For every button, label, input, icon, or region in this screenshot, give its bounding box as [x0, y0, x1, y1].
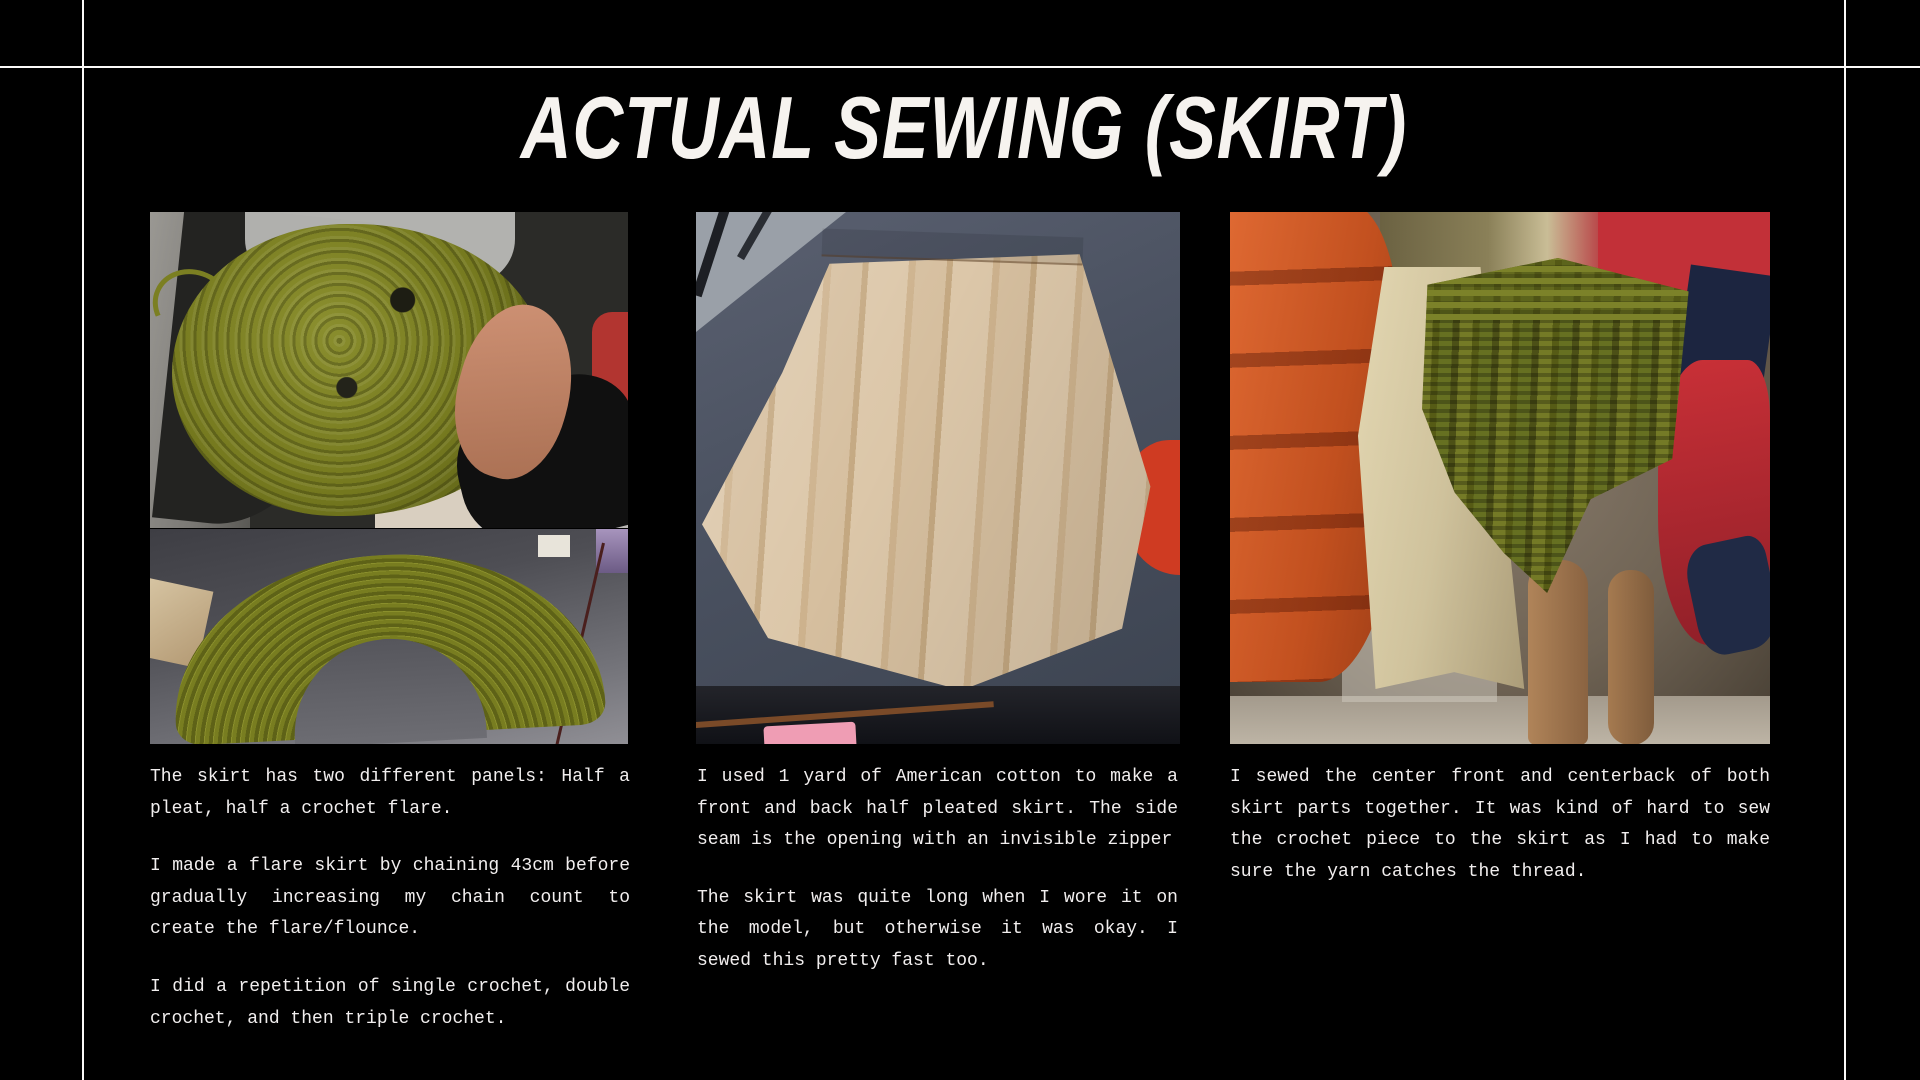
- pleated-panel-notes: [697, 762, 1178, 1004]
- paragraph: The skirt has two different panels: Half a pleat, half a crochet flare.: [150, 767, 630, 819]
- paragraph: I used 1 yard of American cotton to make a front and back half pleated skirt. The side seam is the opening with an invisible zipper: [697, 767, 1178, 851]
- paragraph: I did a repetition of single crochet, double crochet, and then triple crochet.: [150, 976, 630, 1029]
- frame-top-line: [0, 66, 1920, 68]
- crescent-inner-cutout: [290, 634, 487, 744]
- pink-object: [763, 722, 856, 744]
- photo-crochet-flare-flat: [150, 529, 628, 744]
- crochet-panel-notes: [150, 762, 630, 1061]
- assembled-skirt-notes: [1230, 762, 1770, 914]
- paragraph: I sewed the center front and centerback of both skirt parts together. It was kind of hard to sew the crochet piece to the skirt as I had to make sure the yarn catches the thread.: [1230, 767, 1770, 882]
- crochet-crescent: [168, 544, 607, 744]
- pleated-skirt: [702, 240, 1174, 714]
- studio-floor: [1230, 696, 1770, 744]
- slide-title: [84, 78, 1844, 178]
- paragraph: I made a flare skirt by chaining 43cm before gradually increasing my chain count to create the flare/flounce.: [150, 856, 630, 940]
- model-leg: [1608, 570, 1654, 744]
- photo-skirt-on-model: [1230, 212, 1770, 744]
- frame-right-line: [1844, 0, 1846, 1080]
- photo-crochet-flare-in-hand: [150, 212, 628, 528]
- waistband-seam: [821, 229, 1083, 266]
- paragraph: The skirt was quite long when I wore it on the model, but otherwise it was okay. I sewed this pretty fast too.: [697, 887, 1178, 971]
- model-leg: [1528, 560, 1588, 744]
- white-tag: [538, 535, 570, 557]
- slide-title-text: ACTUAL SEWING (SKIRT): [520, 78, 1408, 177]
- photo-pleated-skirt: [696, 212, 1180, 744]
